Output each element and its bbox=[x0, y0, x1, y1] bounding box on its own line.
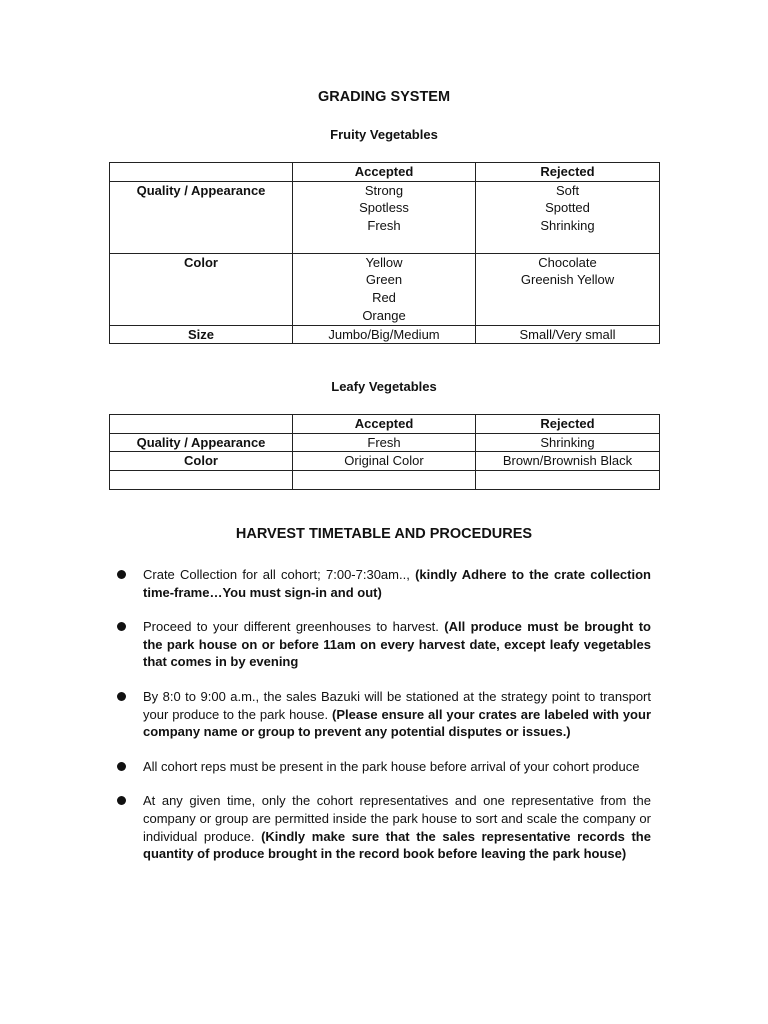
accepted-cell bbox=[293, 253, 476, 325]
leafy-vegetables-subtitle: Leafy Vegetables bbox=[331, 379, 437, 394]
procedures-list bbox=[115, 566, 651, 863]
rejected-header: Rejected bbox=[476, 415, 660, 434]
item-text: All cohort reps must be present in the park house before arrival of your cohort produce bbox=[143, 758, 640, 774]
row-label-size: Size bbox=[110, 325, 293, 344]
grading-system-title: GRADING SYSTEM bbox=[317, 89, 451, 105]
rejected-cell: Brown/Brownish Black bbox=[476, 452, 660, 471]
bullet-icon bbox=[117, 762, 126, 771]
bullet-icon bbox=[117, 622, 126, 631]
accepted-cell bbox=[293, 181, 476, 253]
empty-header-cell bbox=[110, 415, 293, 434]
cell-value: Red bbox=[372, 290, 396, 306]
rejected-cell bbox=[476, 253, 660, 325]
empty-cell bbox=[293, 471, 476, 490]
list-item bbox=[115, 566, 651, 601]
table-header-row bbox=[110, 415, 660, 434]
cell-value: Strong bbox=[364, 182, 404, 198]
list-item bbox=[115, 792, 651, 862]
rejected-header: Rejected bbox=[476, 163, 660, 182]
row-label-quality: Quality / Appearance bbox=[110, 181, 293, 253]
cell-value: Spotted bbox=[545, 200, 590, 216]
bullet-icon bbox=[117, 570, 126, 579]
row-label-color: Color bbox=[110, 452, 293, 471]
harvest-timetable-title: HARVEST TIMETABLE AND PROCEDURES bbox=[235, 526, 533, 542]
leafy-vegetables-table bbox=[109, 414, 660, 490]
cell-value: Chocolate bbox=[538, 254, 597, 270]
empty-table-row bbox=[110, 471, 660, 490]
item-text: By 8:0 to 9:00 a.m., the sales Bazuki will be stationed at the strategy point to transport your produce to the park house. bbox=[143, 688, 651, 722]
list-item bbox=[115, 618, 651, 671]
cell-value: Greenish Yellow bbox=[520, 272, 615, 288]
list-item bbox=[115, 688, 651, 741]
empty-cell bbox=[476, 471, 660, 490]
accepted-header: Accepted bbox=[293, 415, 476, 434]
rejected-cell: Small/Very small bbox=[476, 325, 660, 344]
table-row bbox=[110, 253, 660, 325]
row-label-color: Color bbox=[110, 253, 293, 325]
item-text: At any given time, only the cohort representatives and one representative from the company or group are permitted inside the park house to sort and scale the company or individual produce. bbox=[143, 793, 651, 844]
table-row bbox=[110, 181, 660, 253]
accepted-cell: Original Color bbox=[293, 452, 476, 471]
item-note: (Please ensure all your crates are labeled with your company name or group to prevent any potential disputes or issues.) bbox=[143, 706, 651, 740]
empty-cell bbox=[110, 471, 293, 490]
rejected-cell bbox=[476, 181, 660, 253]
list-item bbox=[115, 758, 651, 776]
cell-value: Yellow bbox=[365, 254, 403, 270]
table-row bbox=[110, 325, 660, 344]
cell-value: Fresh bbox=[367, 218, 401, 234]
bullet-icon bbox=[117, 692, 126, 701]
item-note: (Kindly make sure that the sales representative records the quantity of produce brought in the record book before leaving the park house) bbox=[143, 828, 651, 862]
item-note: (kindly Adhere to the crate collection time-frame…You must sign-in and out) bbox=[143, 567, 651, 600]
item-text: Proceed to your different greenhouses to harvest. bbox=[143, 619, 445, 635]
table-row bbox=[110, 452, 660, 471]
item-text: Crate Collection for all cohort; 7:00-7:30am.., bbox=[143, 567, 416, 582]
accepted-cell: Jumbo/Big/Medium bbox=[293, 325, 476, 344]
table-header-row bbox=[110, 163, 660, 182]
empty-header-cell bbox=[110, 163, 293, 182]
cell-value: Soft bbox=[555, 182, 580, 198]
accepted-cell: Fresh bbox=[293, 433, 476, 452]
cell-value: Spotless bbox=[359, 200, 409, 216]
fruity-vegetables-subtitle: Fruity Vegetables bbox=[330, 127, 438, 142]
bullet-icon bbox=[117, 796, 126, 805]
cell-value: Green bbox=[365, 272, 403, 288]
table-row bbox=[110, 433, 660, 452]
fruity-vegetables-table bbox=[109, 162, 660, 344]
rejected-cell: Shrinking bbox=[476, 433, 660, 452]
row-label-quality: Quality / Appearance bbox=[110, 433, 293, 452]
accepted-header: Accepted bbox=[293, 163, 476, 182]
item-note: (All produce must be brought to the park house on or before 11am on every harvest date, except leafy vegetables that comes in by evening bbox=[143, 619, 651, 670]
cell-value: Shrinking bbox=[540, 218, 595, 234]
cell-value: Orange bbox=[362, 307, 406, 323]
